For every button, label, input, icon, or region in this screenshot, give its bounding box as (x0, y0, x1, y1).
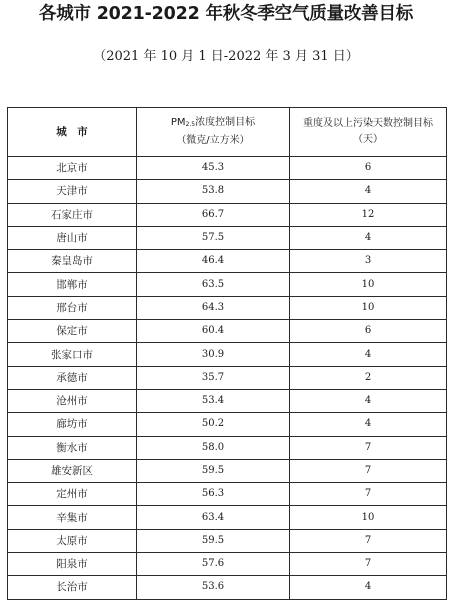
table-body (8, 157, 447, 600)
days-value-cell: 7 (290, 483, 447, 506)
days-value-cell: 7 (290, 459, 447, 482)
table-row (8, 226, 447, 249)
pm25-value-cell: 60.4 (137, 320, 290, 343)
table-row (8, 553, 447, 576)
days-value-cell: 7 (290, 436, 447, 459)
days-value-cell: 12 (290, 203, 447, 226)
pm-prefix: PM (170, 117, 186, 128)
pm25-value-cell: 57.6 (137, 553, 290, 576)
pm-suffix: 浓度控制目标 (195, 117, 256, 128)
table-row (8, 389, 447, 412)
date-range-subtitle: （2021 年 10 月 1 日-2022 年 3 月 31 日） (93, 49, 359, 64)
pm-subscript: 2.5 (185, 121, 196, 128)
days-value-cell: 4 (290, 413, 447, 436)
city-cell: 沧州市 (8, 389, 137, 412)
table-row (8, 203, 447, 226)
table-row (8, 273, 447, 296)
city-cell: 承德市 (8, 366, 137, 389)
pm25-value-cell: 59.5 (137, 529, 290, 552)
pm25-value-cell: 63.4 (137, 506, 290, 529)
city-cell: 邯郸市 (8, 273, 137, 296)
pm25-value-cell: 57.5 (137, 226, 290, 249)
table-row (8, 180, 447, 203)
pm25-header-label (137, 115, 289, 133)
city-cell: 雄安新区 (8, 459, 137, 482)
days-value-cell: 7 (290, 529, 447, 552)
table-row (8, 576, 447, 599)
days-value-cell: 10 (290, 296, 447, 319)
days-value-cell: 6 (290, 157, 447, 180)
city-column-header: 城 市 (8, 108, 137, 157)
city-cell: 廊坊市 (8, 413, 137, 436)
days-value-cell: 3 (290, 250, 447, 273)
city-cell: 辛集市 (8, 506, 137, 529)
table-row (8, 413, 447, 436)
city-cell: 北京市 (8, 157, 137, 180)
pm25-value-cell: 45.3 (137, 157, 290, 180)
table-row (8, 459, 447, 482)
city-cell: 长治市 (8, 576, 137, 599)
pm25-value-cell: 56.3 (137, 483, 290, 506)
days-value-cell: 4 (290, 576, 447, 599)
document-title: 各城市 2021-2022 年秋冬季空气质量改善目标 (38, 4, 414, 24)
days-column-header (290, 108, 447, 157)
pm25-value-cell: 64.3 (137, 296, 290, 319)
pm25-value-cell: 53.8 (137, 180, 290, 203)
city-cell: 唐山市 (8, 226, 137, 249)
city-cell: 天津市 (8, 180, 137, 203)
table-row (8, 483, 447, 506)
city-cell: 太原市 (8, 529, 137, 552)
days-value-cell: 10 (290, 506, 447, 529)
city-targets-table (7, 107, 447, 600)
city-cell: 邢台市 (8, 296, 137, 319)
pm25-value-cell: 66.7 (137, 203, 290, 226)
table-row (8, 296, 447, 319)
pm25-column-header (137, 108, 290, 157)
days-value-cell: 4 (290, 343, 447, 366)
days-value-cell: 4 (290, 226, 447, 249)
table-row (8, 506, 447, 529)
city-cell: 张家口市 (8, 343, 137, 366)
table-row (8, 157, 447, 180)
pm25-value-cell: 35.7 (137, 366, 290, 389)
table-row (8, 436, 447, 459)
city-cell: 石家庄市 (8, 203, 137, 226)
pm25-header-unit: （微克/立方米） (176, 135, 250, 146)
table-row (8, 320, 447, 343)
days-value-cell: 4 (290, 180, 447, 203)
city-cell: 定州市 (8, 483, 137, 506)
days-value-cell: 7 (290, 553, 447, 576)
pm25-value-cell: 63.5 (137, 273, 290, 296)
pm25-value-cell: 53.6 (137, 576, 290, 599)
pm25-value-cell: 53.4 (137, 389, 290, 412)
city-cell: 衡水市 (8, 436, 137, 459)
pm25-value-cell: 58.0 (137, 436, 290, 459)
pm25-value-cell: 59.5 (137, 459, 290, 482)
pm25-value-cell: 30.9 (137, 343, 290, 366)
table-row (8, 250, 447, 273)
pm25-value-cell: 50.2 (137, 413, 290, 436)
table-header-row (8, 108, 447, 157)
table-row (8, 366, 447, 389)
days-header-unit: （天） (353, 134, 383, 145)
days-value-cell: 10 (290, 273, 447, 296)
days-value-cell: 2 (290, 366, 447, 389)
city-cell: 阳泉市 (8, 553, 137, 576)
days-value-cell: 6 (290, 320, 447, 343)
city-cell: 秦皇岛市 (8, 250, 137, 273)
city-cell: 保定市 (8, 320, 137, 343)
table-row (8, 529, 447, 552)
days-value-cell: 4 (290, 389, 447, 412)
days-header-label: 重度及以上污染天数控制目标 (303, 118, 433, 129)
pm25-value-cell: 46.4 (137, 250, 290, 273)
table-row (8, 343, 447, 366)
